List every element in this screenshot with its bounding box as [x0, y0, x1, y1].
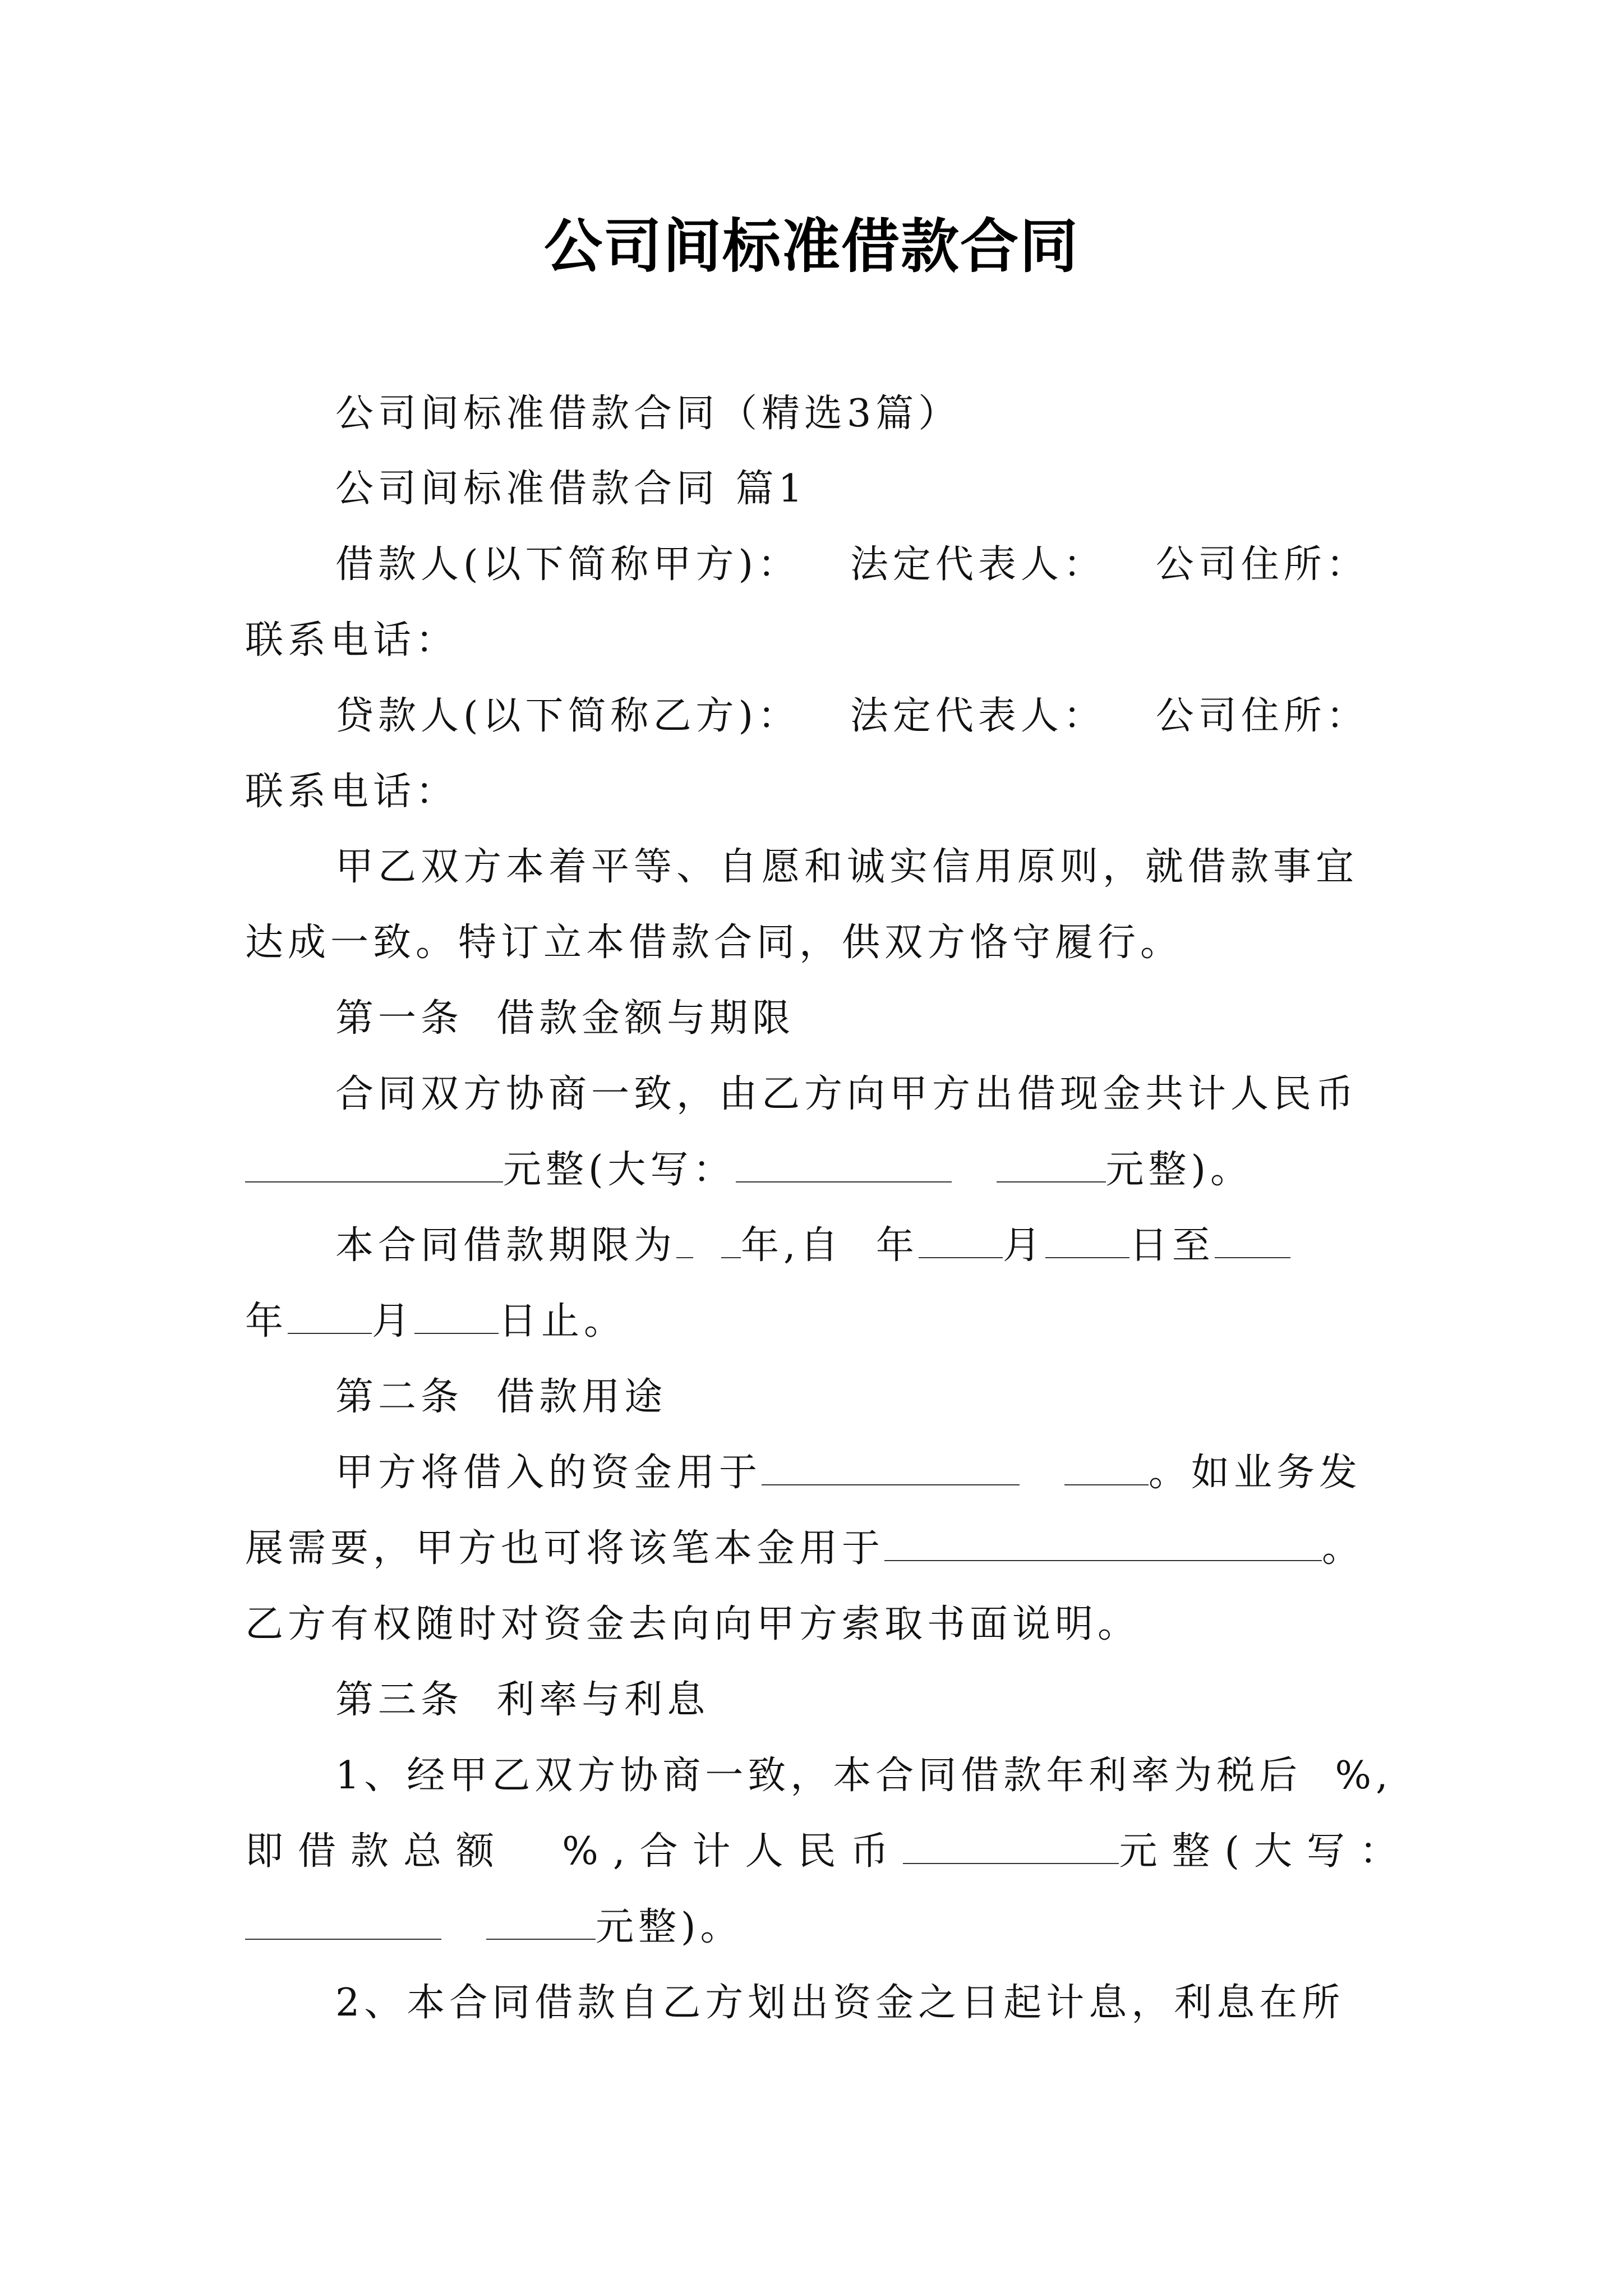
- paragraph-line: 甲乙双方本着平等、自愿和诚实信用原则，就借款事宜: [335, 845, 1359, 889]
- paragraph-line: [335, 1223, 1290, 1268]
- paragraph-line: 贷款人(以下简称乙方)： 法定代表人： 公司住所：: [335, 694, 1369, 738]
- blank-field[interactable]: [245, 1908, 441, 1940]
- text-run: 甲方将借入的资金用于: [335, 1451, 762, 1495]
- paragraph-line: 1、经甲乙双方协商一致，本合同借款年利率为税后 %,: [335, 1754, 1393, 1798]
- document-title: 公司间标准借款合同: [543, 212, 1079, 280]
- blank-field[interactable]: [736, 1151, 952, 1182]
- text-run: 月: [1002, 1223, 1045, 1268]
- text-run: 日至: [1129, 1223, 1215, 1268]
- blank-field[interactable]: [486, 1908, 596, 1940]
- article-heading: 第三条 利率与利息: [335, 1678, 710, 1722]
- text-run: 。: [1322, 1526, 1365, 1571]
- blank-field[interactable]: [919, 1227, 1003, 1258]
- paragraph-line: 达成一致。特订立本借款合同，供双方恪守履行。: [245, 921, 1183, 965]
- text-run: 元整)。: [596, 1905, 743, 1949]
- blank-field[interactable]: [1064, 1454, 1149, 1485]
- paragraph-line: 借款人(以下简称甲方)： 法定代表人： 公司住所：: [335, 542, 1369, 587]
- paragraph-line: [245, 1299, 626, 1344]
- article-heading: 第一条 借款金额与期限: [335, 996, 795, 1041]
- paragraph-line: 乙方有权随时对资金去向向甲方索取书面说明。: [245, 1602, 1141, 1646]
- paragraph-line: [245, 1526, 1364, 1571]
- text-run: 即借款总额 %,合计人民币: [245, 1829, 903, 1874]
- text-run: 本合同借款期限为: [335, 1223, 677, 1268]
- paragraph-line: 联系电话：: [245, 770, 459, 814]
- text-run: 日止。: [499, 1299, 627, 1343]
- paragraph-line: [245, 1905, 743, 1950]
- paragraph-line: [245, 1148, 1253, 1193]
- paragraph-line: 联系电话：: [245, 618, 459, 662]
- blank-field[interactable]: [997, 1151, 1106, 1182]
- text-run: 月: [372, 1299, 415, 1343]
- paragraph-line: [335, 1451, 1362, 1496]
- blank-field[interactable]: [762, 1454, 1020, 1485]
- text-run: 年,自 年: [741, 1223, 919, 1268]
- blank-field[interactable]: [1215, 1227, 1290, 1258]
- paragraph-line: 合同双方协商一致，由乙方向甲方出借现金共计人民币: [335, 1072, 1359, 1116]
- blank-field[interactable]: [721, 1227, 741, 1258]
- blank-field[interactable]: [903, 1833, 1119, 1864]
- text-run: 元整(大写：: [1119, 1829, 1412, 1874]
- blank-field[interactable]: [676, 1227, 693, 1258]
- blank-field[interactable]: [884, 1530, 1322, 1561]
- blank-field[interactable]: [1045, 1227, 1129, 1258]
- document-subtitle: 公司间标准借款合同（精选3篇）: [335, 392, 961, 436]
- text-run: 展需要，甲方也可将该笔本金用于: [245, 1526, 885, 1571]
- blank-field[interactable]: [288, 1303, 372, 1334]
- paragraph-line: 2、本合同借款自乙方划出资金之日起计息，利息在所: [335, 1981, 1345, 2025]
- text-run: 。如业务发: [1149, 1451, 1362, 1495]
- text-run: 元整(大写：: [503, 1148, 736, 1192]
- paragraph-line: [245, 1829, 1412, 1874]
- text-run: 元整)。: [1105, 1148, 1253, 1192]
- section-heading: 公司间标准借款合同 篇1: [335, 467, 807, 511]
- text-run: 年: [245, 1299, 288, 1343]
- blank-field[interactable]: [245, 1151, 503, 1182]
- blank-field[interactable]: [414, 1303, 499, 1334]
- article-heading: 第二条 借款用途: [335, 1375, 667, 1419]
